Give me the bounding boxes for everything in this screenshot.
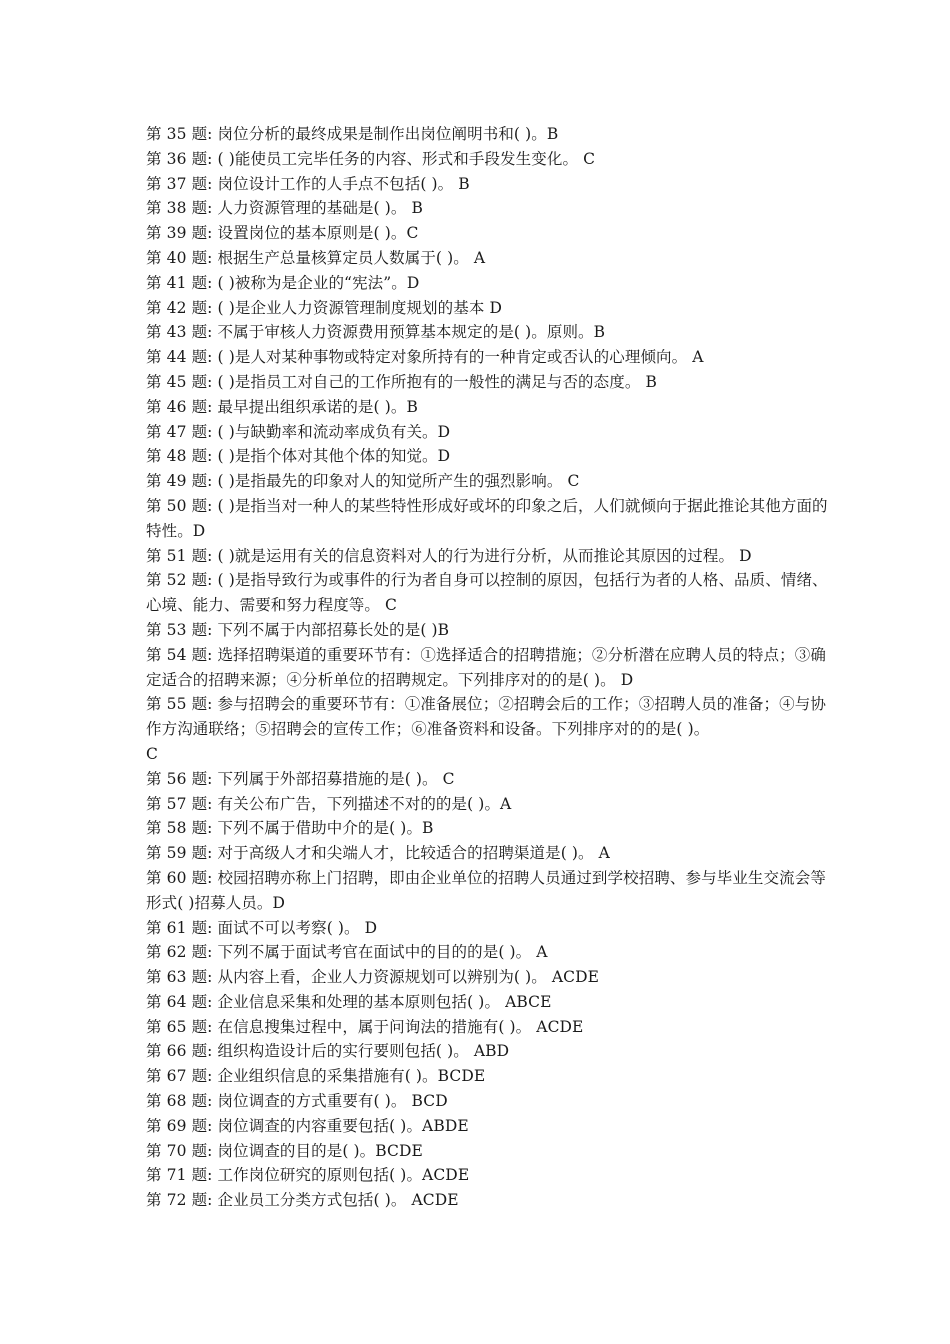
question-59: 第 59 题: 对于高级人才和尖端人才，比较适合的招聘渠道是( )。 A [146,844,610,863]
question-66: 第 66 题: 组织构造设计后的实行要则包括( )。 ABD [146,1042,510,1061]
question-47: 第 47 题: ( )与缺勤率和流动率成负有关。D [146,422,451,441]
question-60: 第 60 题: 校园招聘亦称上门招聘，即由企业单位的招聘人员通过到学校招聘、参与毕业生交流会等形式( )招募人员。D [146,868,826,912]
question-list [146,122,836,1213]
question-70: 第 70 题: 岗位调查的目的是( )。BCDE [146,1141,423,1160]
question-63: 第 63 题: 从内容上看，企业人力资源规划可以辨别为( )。 ACDE [146,968,600,987]
question-36: 第 36 题: ( )能使员工完毕任务的内容、形式和手段发生变化。 C [146,149,596,168]
question-50: 第 50 题: ( )是指当对一种人的某些特性形成好或坏的印象之后，人们就倾向于据此推论其他方面的特性。D [146,496,828,540]
question-54: 第 54 题: 选择招聘渠道的重要环节有：①选择适合的招聘措施；②分析潜在应聘人员的特点；③确定适合的招聘来源；④分析单位的招聘规定。下列排序对的的是( )。 D [146,645,826,689]
question-53: 第 53 题: 下列不属于内部招募长处的是( )B [146,620,450,639]
question-49: 第 49 题: ( )是指最先的印象对人的知觉所产生的强烈影响。 C [146,472,580,491]
question-58: 第 58 题: 下列不属于借助中介的是( )。B [146,819,434,838]
question-48: 第 48 题: ( )是指个体对其他个体的知觉。D [146,447,451,466]
question-45: 第 45 题: ( )是指员工对自己的工作所抱有的一般性的满足与否的态度。 B [146,372,657,391]
question-69: 第 69 题: 岗位调查的内容重要包括( )。ABDE [146,1116,469,1135]
question-51: 第 51 题: ( )就是运用有关的信息资料对人的行为进行分析，从而推论其原因的过程。 D [146,546,752,565]
question-52: 第 52 题: ( )是指导致行为或事件的行为者自身可以控制的原因，包括行为者的人格、品质、情绪、心境、能力、需要和努力程度等。 C [146,571,828,615]
question-37: 第 37 题: 岗位设计工作的人手点不包括( )。 B [146,174,470,193]
question-55: 第 55 题: 参与招聘会的重要环节有：①准备展位；②招聘会后的工作；③招聘人员的准备；④与协作方沟通联络；⑤招聘会的宣传工作；⑥准备资料和设备。下列排序对的的是( )。 C [146,695,826,763]
question-38: 第 38 题: 人力资源管理的基础是( )。 B [146,199,423,218]
question-41: 第 41 题: ( )被称为是企业的“宪法”。D [146,273,420,292]
question-42: 第 42 题: ( )是企业人力资源管理制度规划的基本 D [146,298,503,317]
question-56: 第 56 题: 下列属于外部招募措施的是( )。 C [146,769,455,788]
question-44: 第 44 题: ( )是人对某种事物或特定对象所持有的一种肯定或否认的心理倾向。 A [146,348,704,367]
question-35: 第 35 题: 岗位分析的最终成果是制作出岗位阐明书和( )。B [146,125,559,143]
question-67: 第 67 题: 企业组织信息的采集措施有( )。BCDE [146,1067,486,1086]
question-46: 第 46 题: 最早提出组织承诺的是( )。B [146,397,418,416]
question-43: 第 43 题: 不属于审核人力资源费用预算基本规定的是( )。原则。B [146,323,606,342]
question-62: 第 62 题: 下列不属于面试考官在面试中的目的的是( )。 A [146,943,548,962]
question-39: 第 39 题: 设置岗位的基本原则是( )。C [146,224,419,243]
question-57: 第 57 题: 有关公布广告，下列描述不对的的是( )。A [146,794,512,813]
question-40: 第 40 题: 根据生产总量核算定员人数属于( )。 A [146,248,486,267]
question-64: 第 64 题: 企业信息采集和处理的基本原则包括( )。 ABCE [146,992,552,1011]
question-65: 第 65 题: 在信息搜集过程中，属于问询法的措施有( )。 ACDE [146,1017,584,1036]
question-72: 第 72 题: 企业员工分类方式包括( )。 ACDE [146,1191,459,1210]
question-71: 第 71 题: 工作岗位研究的原则包括( )。ACDE [146,1166,470,1185]
question-61: 第 61 题: 面试不可以考察( )。 D [146,918,378,937]
question-68: 第 68 题: 岗位调查的方式重要有( )。 BCD [146,1092,448,1111]
